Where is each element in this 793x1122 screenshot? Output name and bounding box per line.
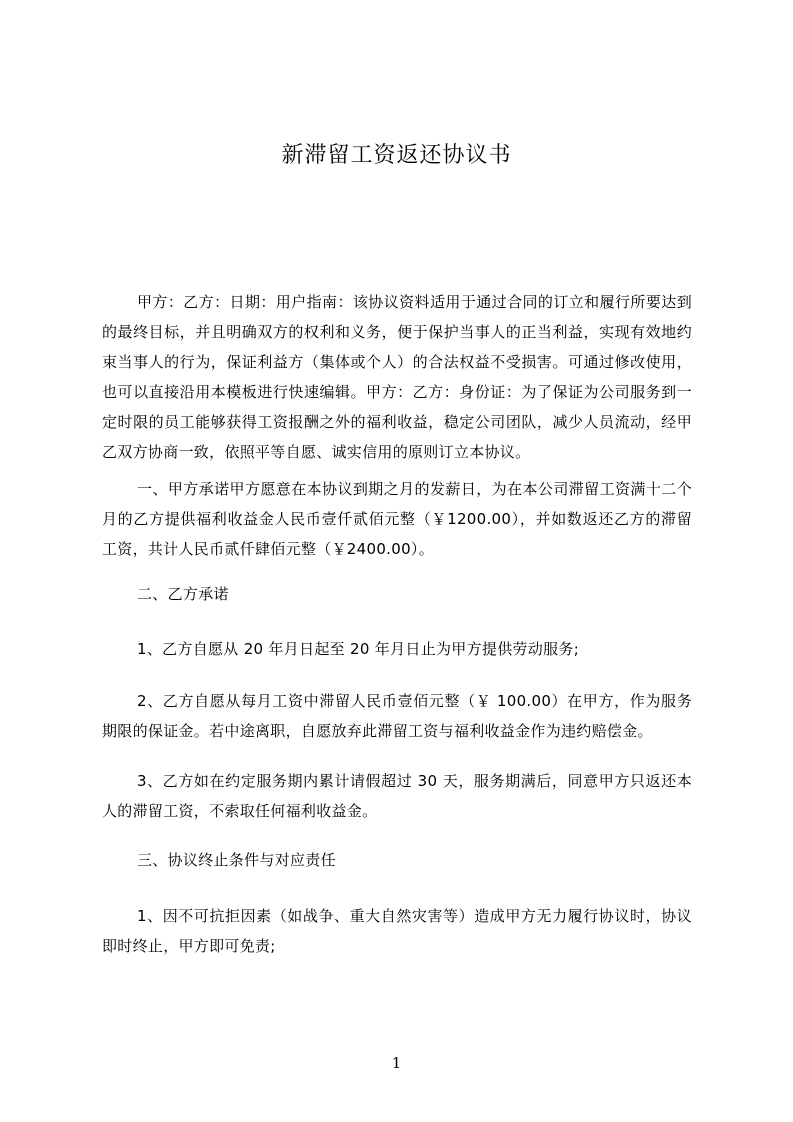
page-number: 1 [391,1054,402,1072]
document-title: 新滞留工资返还协议书 [281,143,512,168]
clause-party-a-commitment: 一、甲方承诺甲方愿意在本协议到期之月的发薪日，为在本公司滞留工资满十二个月的乙方提供福利收益金人民币壹仟贰佰元整（￥1200.00），并如数返还乙方的滞留工资，共计人民币贰仟肆佰元整（￥2400.00）。 [102,480,692,558]
section-heading-termination: 三、协议终止条件与对应责任 [137,851,336,869]
intro-paragraph: 甲方：乙方：日期：用户指南：该协议资料适用于通过合同的订立和履行所要达到的最终目标，并且明确双方的权利和义务，便于保护当事人的正当利益，实现有效地约束当事人的行为，保证利益方（集体或个人）的合法权益不受损害。可通过修改使用，也可以直接沿用本模板进行快速编辑。甲方：乙方：身份证：为了保证为公司服务到一定时限的员工能够获得工资报酬之外的福利收益，稳定公司团队，减少人员流动，经甲乙双方协商一致，依照平等自愿、诚实信用的原则订立本协议。 [102,293,692,461]
section-heading-party-b: 二、乙方承诺 [137,585,229,603]
clause-b-1: 1、乙方自愿从 20 年月日起至 20 年月日止为甲方提供劳动服务; [137,640,580,658]
clause-termination-1: 1、因不可抗拒因素（如战争、重大自然灾害等）造成甲方无力履行协议时，协议即时终止，甲方即可免责; [102,907,692,955]
clause-b-3: 3、乙方如在约定服务期内累计请假超过 30 天，服务期满后，同意甲方只返还本人的滞留工资，不索取任何福利收益金。 [102,772,692,820]
clause-b-2: 2、乙方自愿从每月工资中滞留人民币壹佰元整（￥ 100.00）在甲方，作为服务期限的保证金。若中途离职，自愿放弃此滞留工资与福利收益金作为违约赔偿金。 [102,692,692,740]
